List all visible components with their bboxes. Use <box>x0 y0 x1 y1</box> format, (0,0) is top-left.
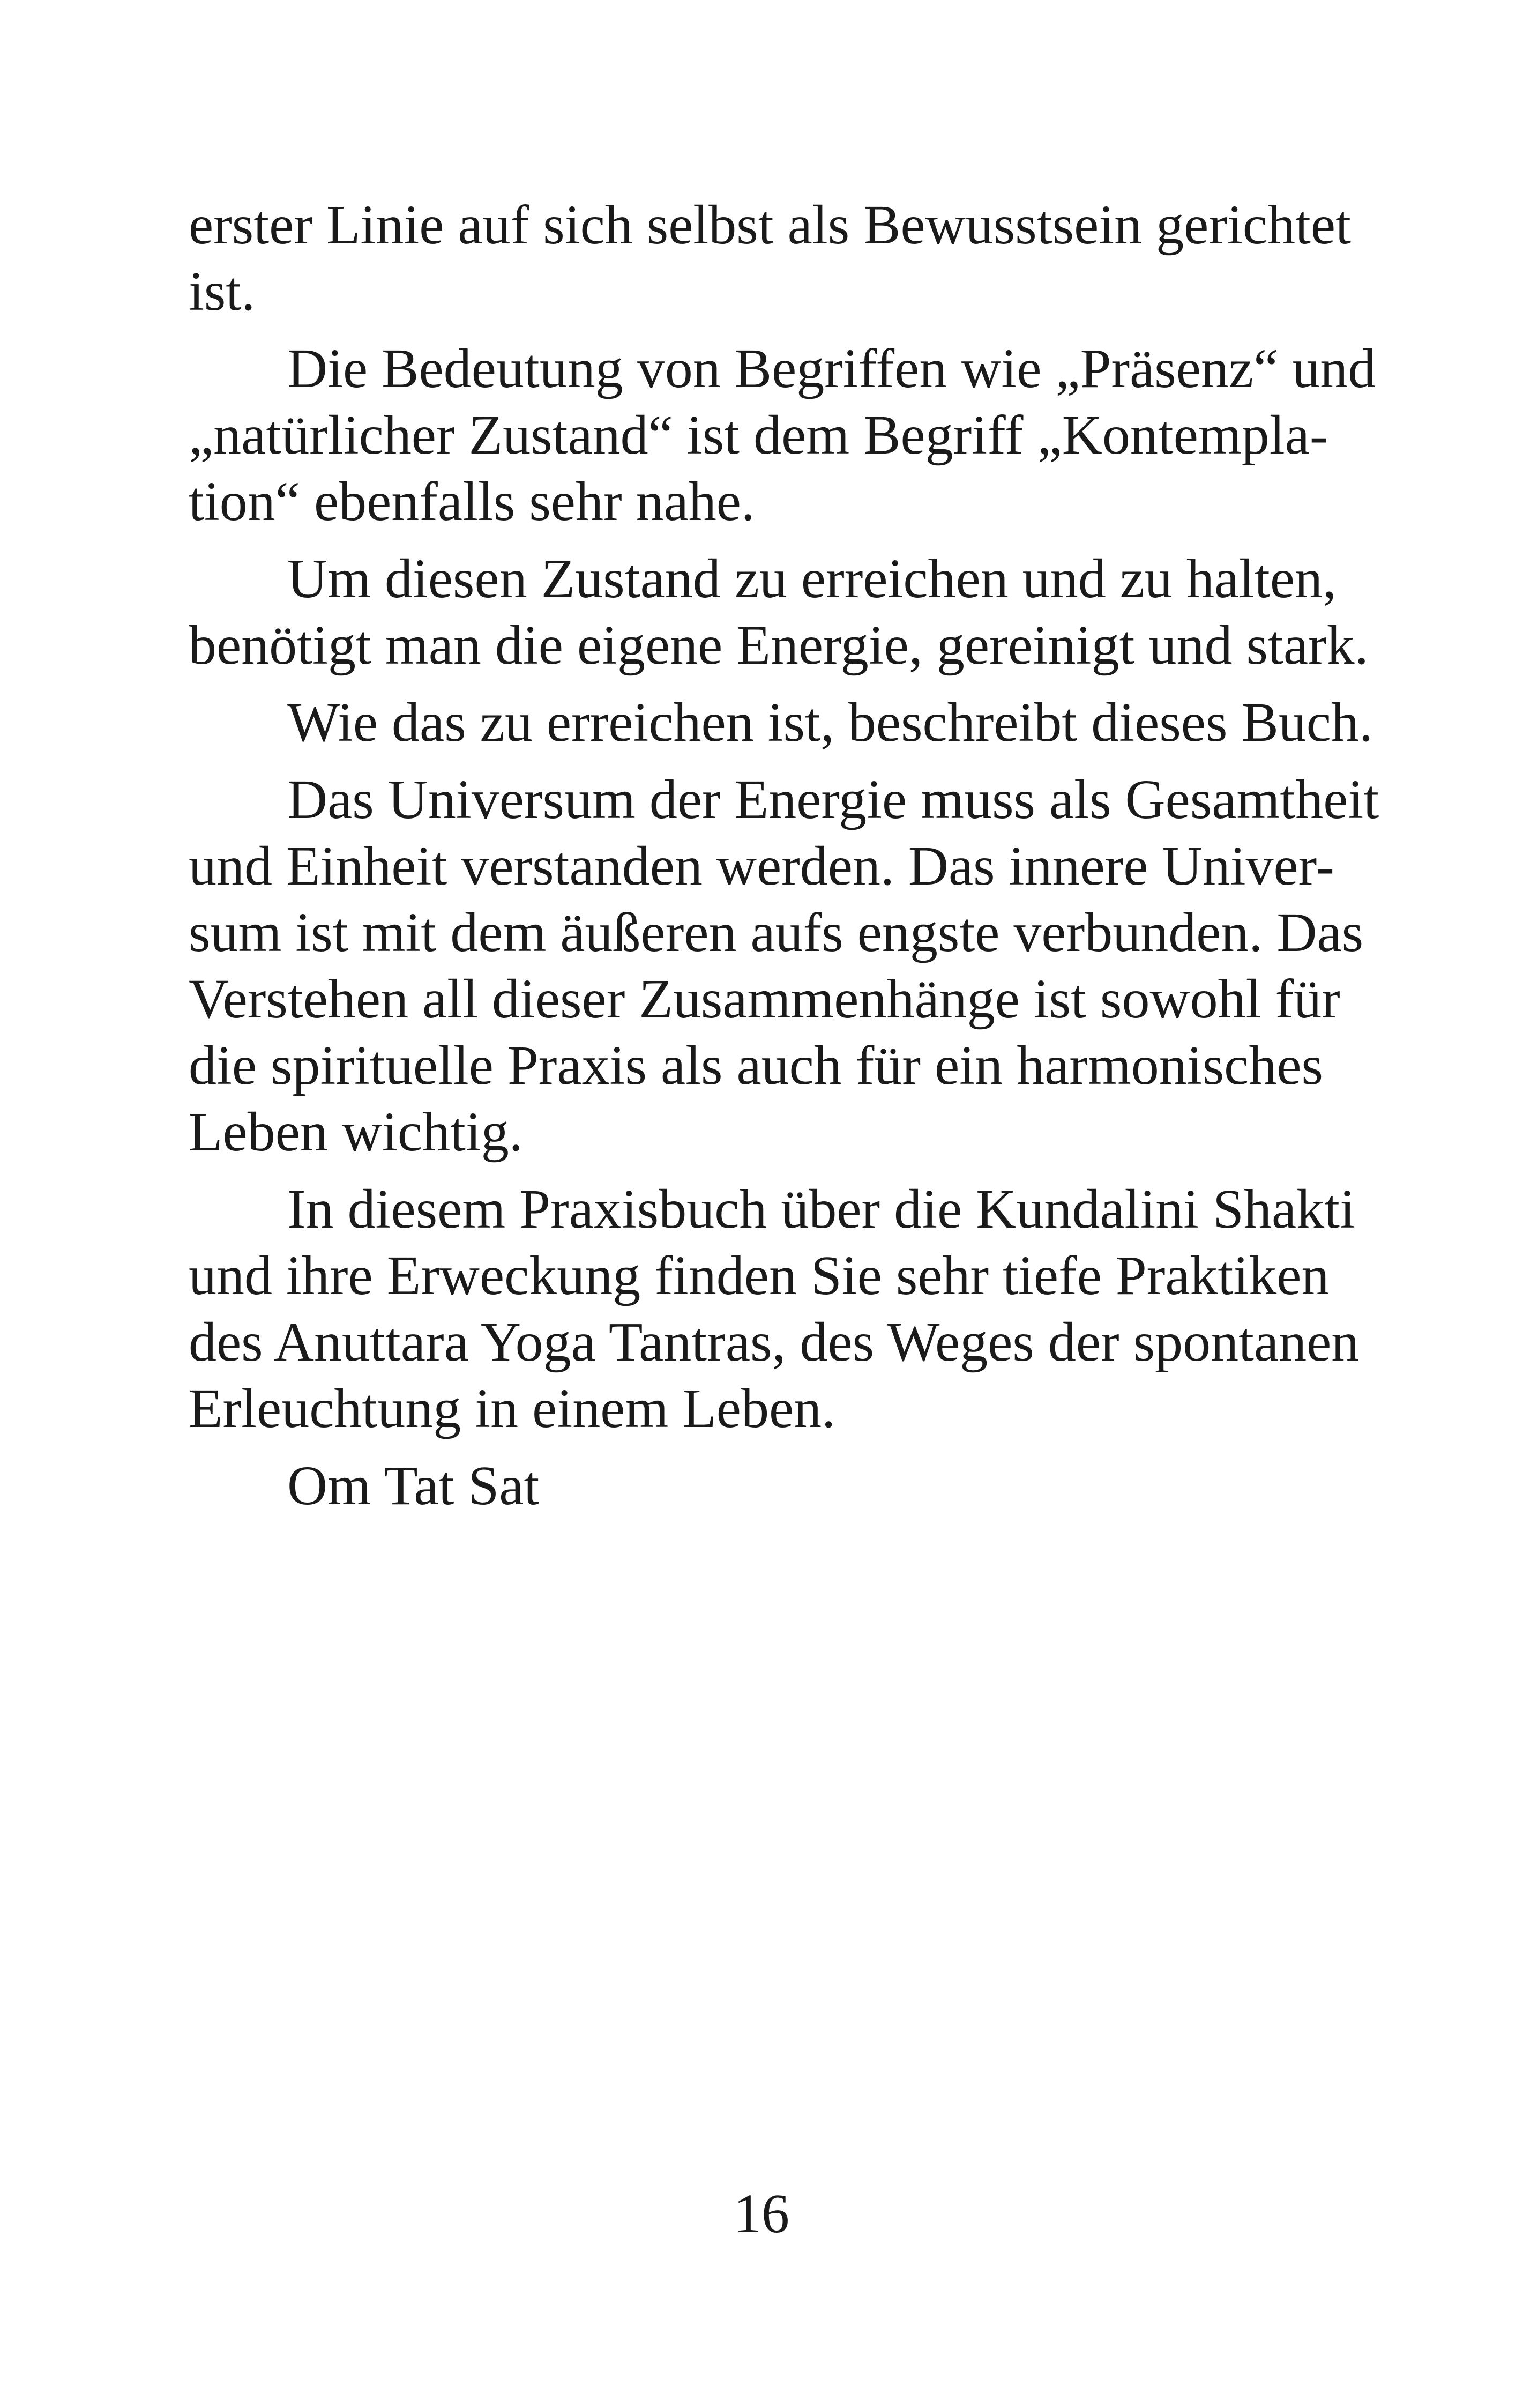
text-line: ist. <box>189 261 256 322</box>
text-line: In diesem Praxisbuch über die Kundalini Shakti <box>287 1178 1355 1240</box>
text-line: und ihre Erweckung finden Sie sehr tiefe Praktiken <box>189 1245 1330 1306</box>
text-line: Die Bedeutung von Begriffen wie „Präsenz“ und <box>287 338 1376 399</box>
text-line: und Einheit verstanden werden. Das innere Univer- <box>189 835 1334 897</box>
text-line: des Anuttara Yoga Tantras, des Weges der spontanen <box>189 1311 1360 1373</box>
text-line: Das Universum der Energie muss als Gesamtheit <box>287 769 1379 830</box>
text-line: Um diesen Zustand zu erreichen und zu halten, <box>287 548 1337 610</box>
text-line: sum ist mit dem äußeren aufs engste verbunden. Das <box>189 902 1364 963</box>
text-line: die spirituelle Praxis als auch für ein harmonisches <box>189 1035 1323 1096</box>
text-line: erster Linie auf sich selbst als Bewusstsein gerichtet <box>189 194 1351 256</box>
text-line: Leben wichtig. <box>189 1101 523 1163</box>
text-line: Om Tat Sat <box>287 1455 540 1517</box>
text-line: tion“ ebenfalls sehr nahe. <box>189 471 755 532</box>
text-line: Verstehen all dieser Zusammenhänge ist sowohl für <box>189 968 1340 1030</box>
text-line: Wie das zu erreichen ist, beschreibt dieses Buch. <box>287 692 1373 753</box>
page-number: 16 <box>734 2183 789 2245</box>
text-line: benötigt man die eigene Energie, gereinigt und stark. <box>189 614 1369 676</box>
text-line: Erleuchtung in einem Leben. <box>189 1378 836 1439</box>
text-line: „natürlicher Zustand“ ist dem Begriff „Kontempla- <box>189 404 1328 466</box>
